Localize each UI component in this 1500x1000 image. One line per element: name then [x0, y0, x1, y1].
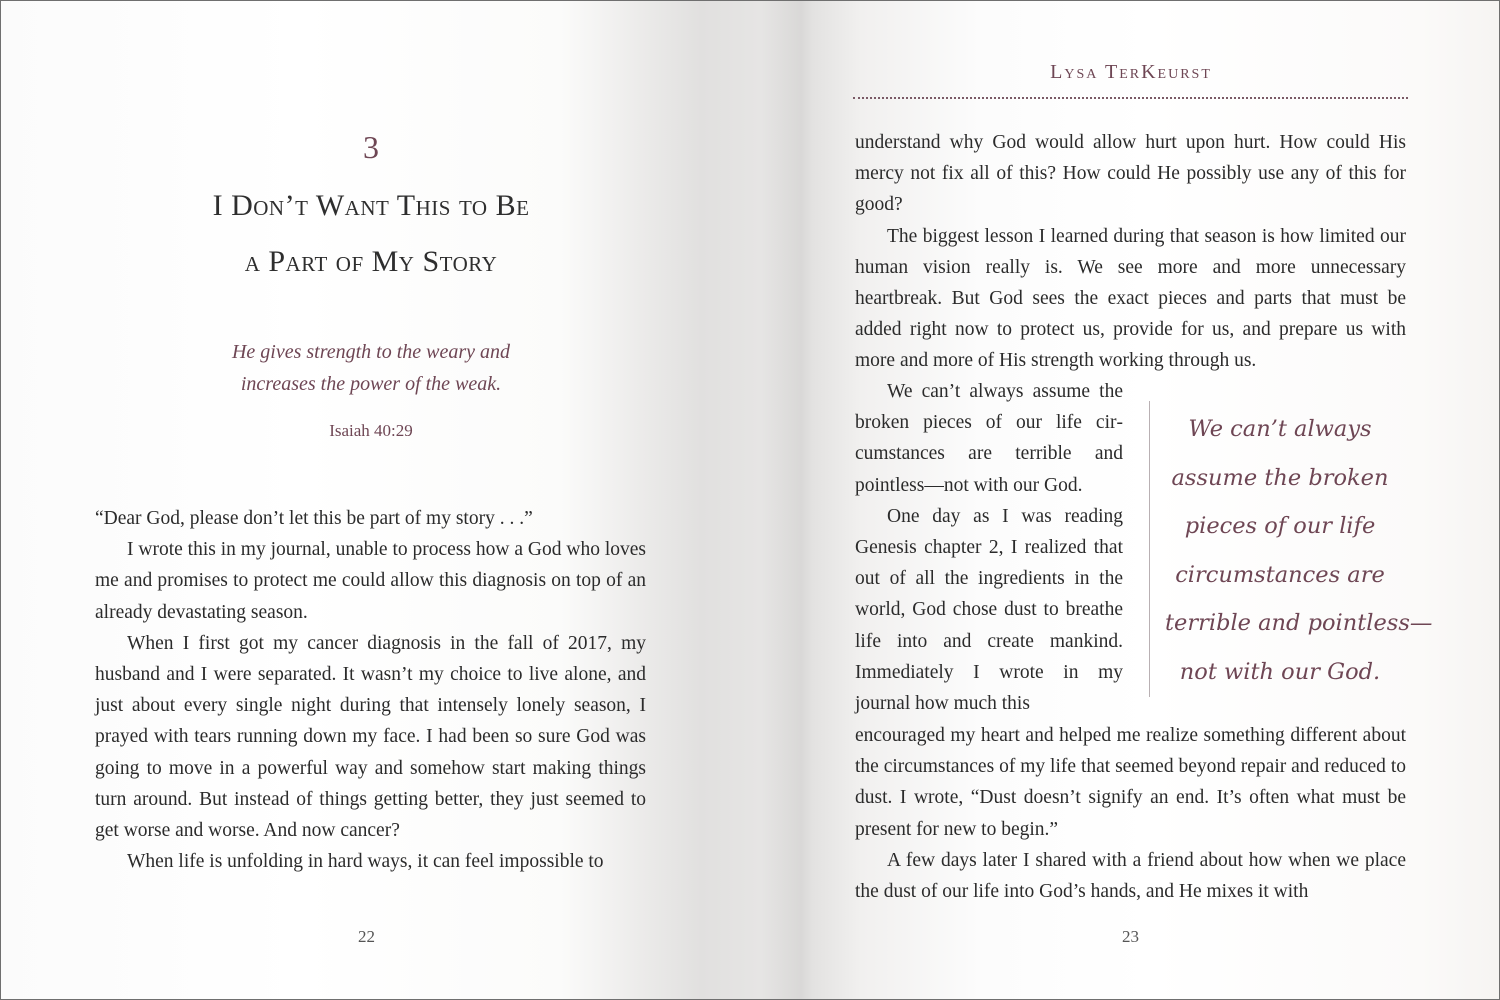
- chapter-title-line-2: a Part of My Story: [244, 245, 498, 278]
- right-body-top: [855, 127, 1406, 377]
- right-body-column: [855, 376, 1123, 719]
- paragraph: I wrote this in my journal, unable to process how a God who loves me and promises to protect me could allow this diagnosis on top of an already devastating season.: [95, 539, 646, 623]
- paragraph: When life is unfolding in hard ways, it can feel impossible to: [127, 851, 604, 873]
- dotted-rule: [853, 97, 1408, 99]
- paragraph: The biggest lesson I learned during that season is how limited our human vision really is. We see more and more unnecessary heartbreak. But God sees the exact pieces and parts that must be added right now to protect us, provide for us, and prepare us with more and more of His strength working through us.: [855, 225, 1406, 372]
- pullquote-line: terrible and pointless—: [1165, 610, 1433, 636]
- pullquote-line: We can’t always: [1188, 416, 1372, 442]
- epigraph-line-2: increases the power of the weak.: [240, 373, 502, 395]
- running-head: Lysa TerKeurst: [1050, 61, 1212, 83]
- left-page: [1, 1, 741, 999]
- page-number-left: 22: [358, 927, 375, 946]
- pullquote-line: not with our God.: [1179, 658, 1381, 685]
- right-page: [761, 1, 1499, 999]
- page-number-right: 23: [1122, 927, 1139, 946]
- paragraph: One day as I was reading Genesis chapter 2, I realized that out of all the ingredients in the world, God chose dust to breathe life into and create mankind. Immediately I wrote in my journal how much this: [855, 505, 1123, 715]
- paragraph: We can’t always assume the broken pieces of our life circumstances are terrible and pointless—not with our God.: [855, 381, 1123, 496]
- pullquote-rule: [1149, 401, 1150, 697]
- pullquote-line: circumstances are: [1175, 561, 1385, 588]
- paragraph: When I first got my cancer diagnosis in the fall of 2017, my husband and I were separated. It wasn’t my choice to live alone, and just about every single night during that intensely lonely season, I prayed with tears running down my face. I had been so sure God was going to move in a powerful way and somehow start making things turn around. But instead of things getting better, they just seemed to get worse and worse. And now cancer?: [95, 632, 646, 842]
- chapter-number: 3: [363, 129, 379, 165]
- paragraph: A few days later I shared with a friend about how when we place the dust of our life into God’s hands, and He mixes it with: [855, 849, 1406, 903]
- pullquote-line: assume the broken: [1171, 464, 1389, 491]
- epigraph-line-1: He gives strength to the weary and: [231, 341, 511, 363]
- right-body-bottom: [855, 720, 1406, 907]
- pullquote: [1165, 405, 1433, 696]
- left-body-text: [95, 503, 646, 877]
- paragraph: encouraged my heart and helped me realize something different about the circumstances of my life that seemed beyond repair and reduced to dust. I wrote, “Dust doesn’t signify an end. It’s often what must be present for new to begin.”: [855, 725, 1406, 840]
- paragraph: understand why God would allow hurt upon hurt. How could His mercy not fix all of this? How could He possibly use any of this for good?: [855, 132, 1406, 216]
- epigraph-reference: Isaiah 40:29: [329, 421, 413, 440]
- pullquote-line: pieces of our life: [1184, 513, 1376, 539]
- chapter-title-line-1: I Don’t Want This to Be: [212, 189, 530, 222]
- paragraph: “Dear God, please don’t let this be part of my story . . .”: [95, 508, 533, 529]
